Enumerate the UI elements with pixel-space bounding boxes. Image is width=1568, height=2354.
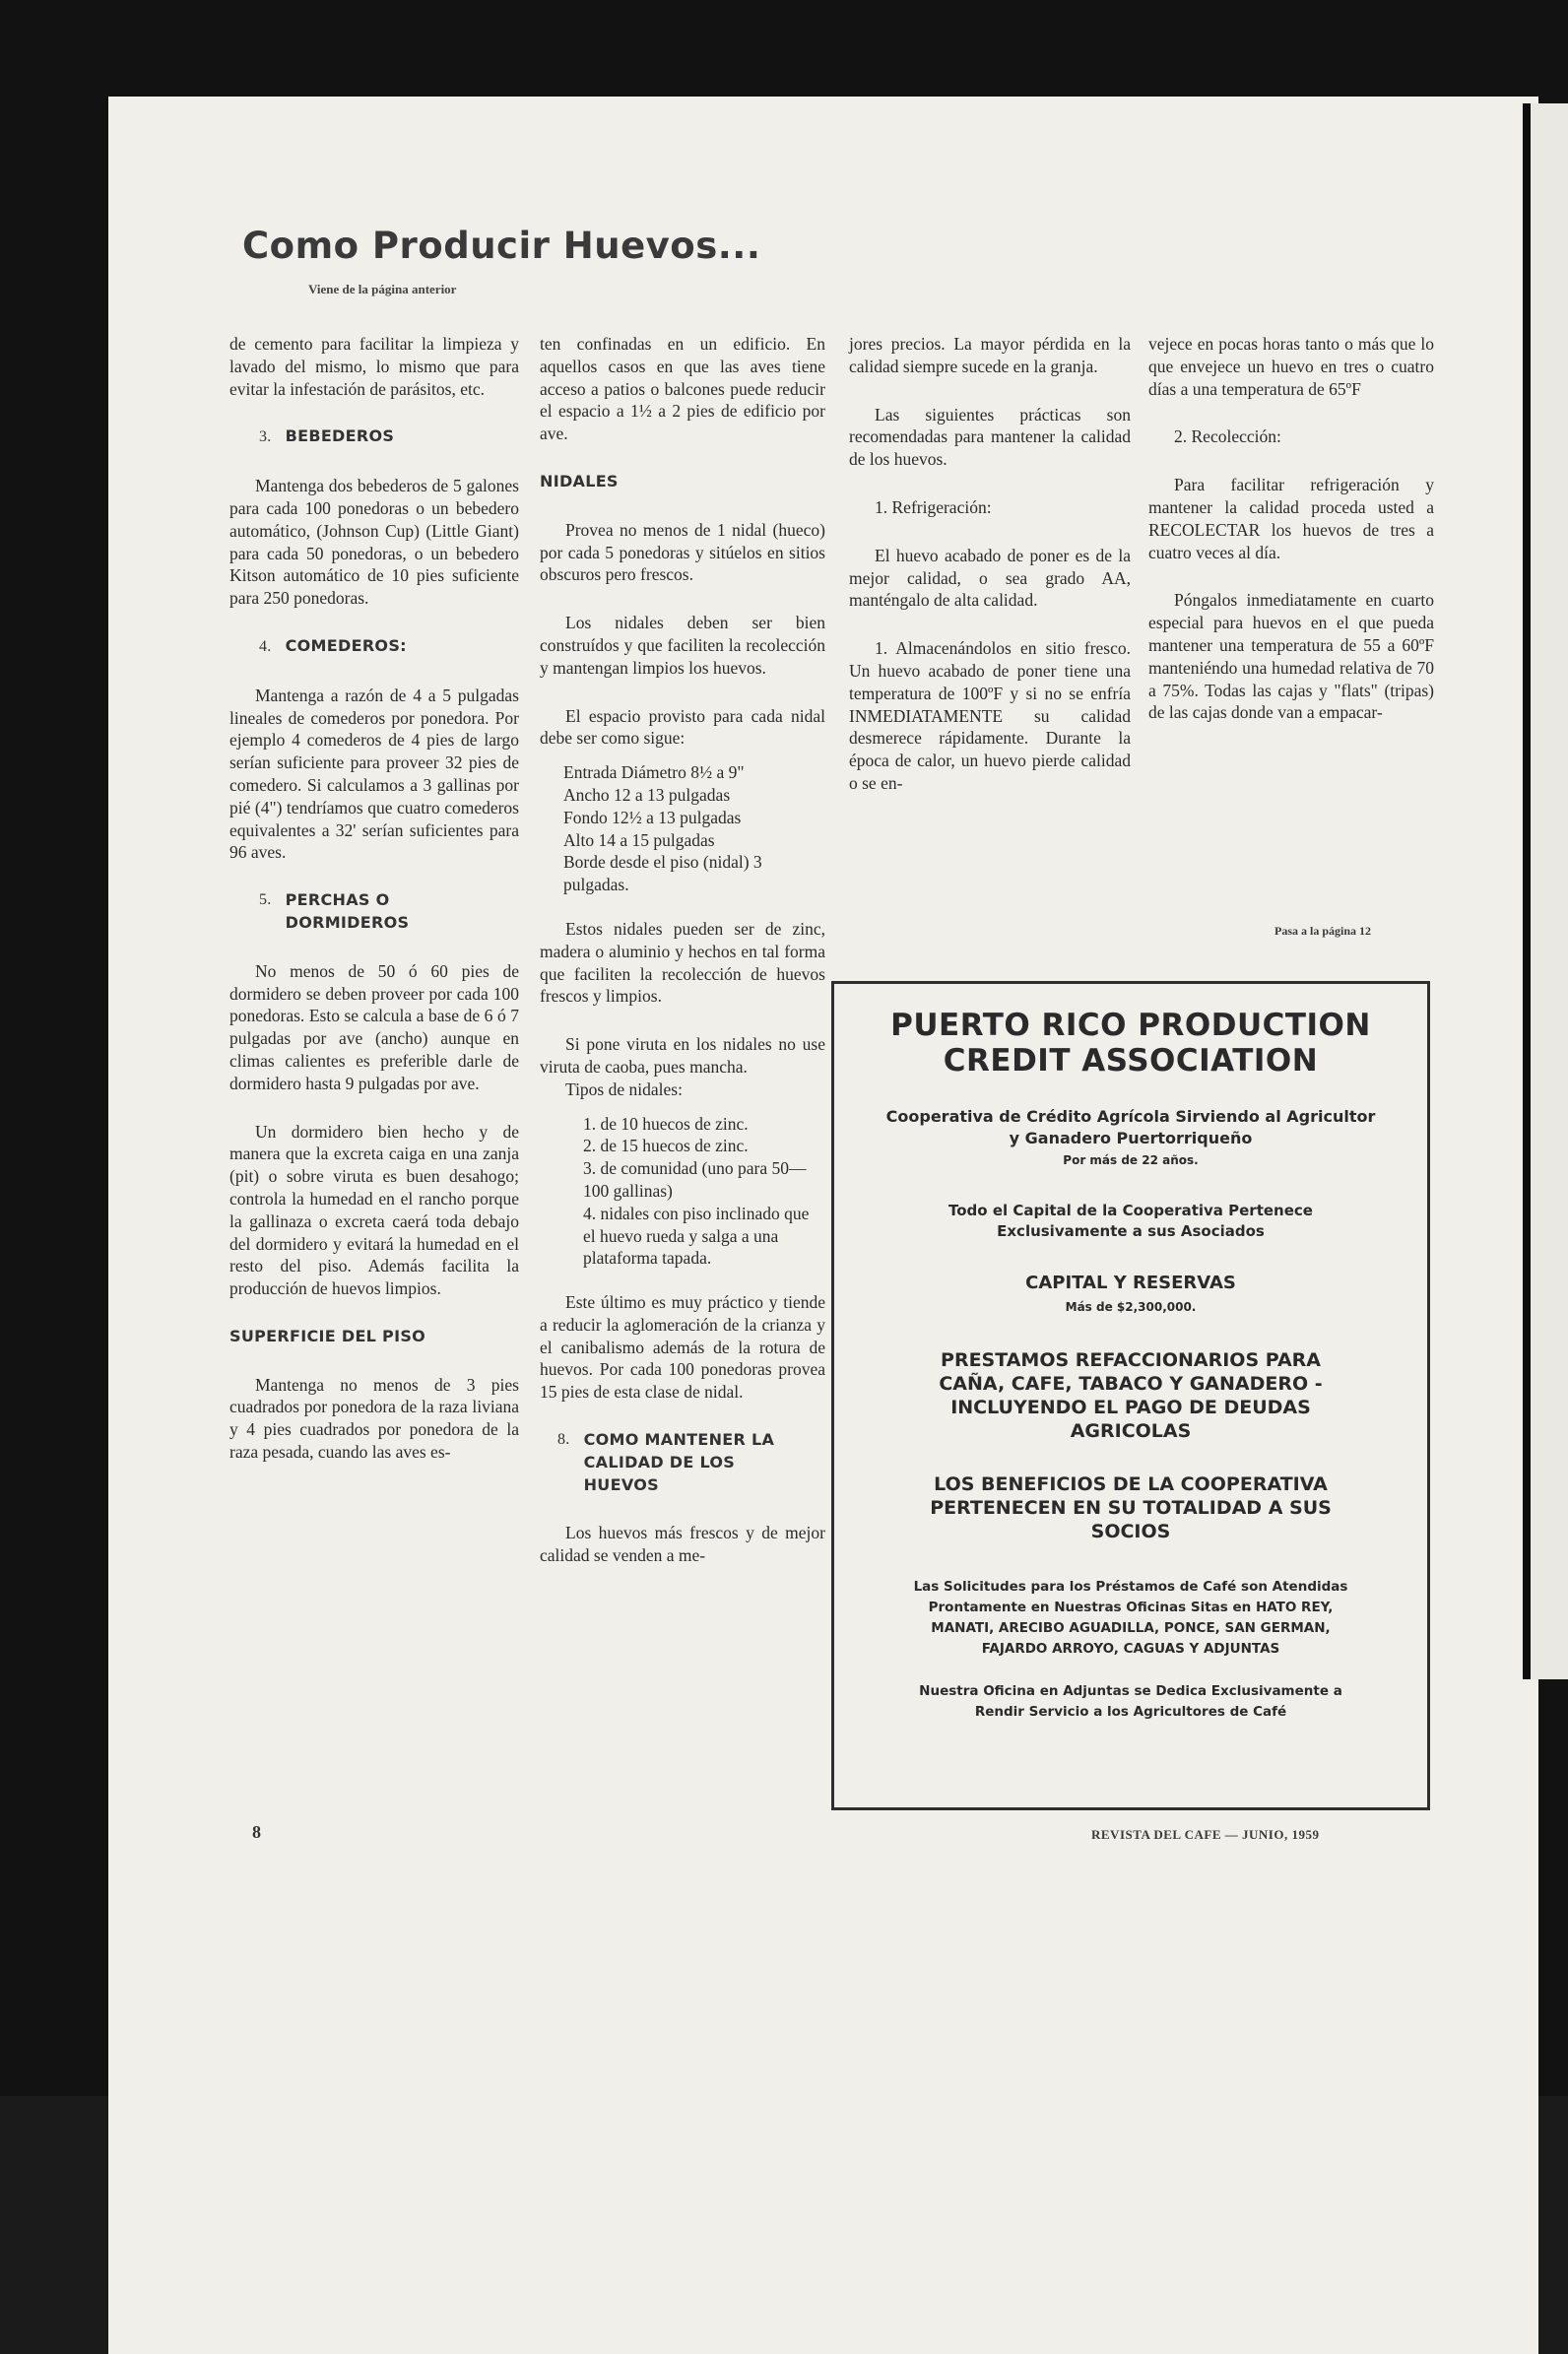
ad-oficinas: Las Solicitudes para los Préstamos de Café son Atendidas Prontamente en Nuestras Oficinas Sitas en HATO REY, MANATI, ARECIBO AGUADILLA, PONCE, SAN GERMAN, FAJARDO ARROYO, CAGUAS Y ADJUNTAS: [913, 1579, 1348, 1657]
section-heading-perchas: [229, 889, 519, 935]
ad-reservas-label: CAPITAL Y RESERVAS: [1025, 1273, 1236, 1293]
ad-prestamos: PRESTAMOS REFACCIONARIOS PARA CAÑA, CAFE, TABACO Y GANADERO - INCLUYENDO EL PAGO DE DEUDAS AGRICOLAS: [939, 1349, 1323, 1442]
ad-reservas-amount: Más de $2,300,000.: [1065, 1300, 1197, 1314]
ad-beneficios: LOS BENEFICIOS DE LA COOPERATIVA PERTENECEN EN SU TOTALIDAD A SUS SOCIOS: [930, 1473, 1332, 1542]
c3-paragraph: El huevo acabado de poner es de la mejor calidad, o sea grado AA, manténgalo de alta calidad.: [849, 545, 1131, 611]
ad-subtitle-text: Cooperativa de Crédito Agrícola Sirviendo al Agricultor y Ganadero Puertorriqueño: [885, 1107, 1376, 1147]
list-item: 3. de comunidad (uno para 50—100 gallinas): [583, 1158, 807, 1201]
c4-paragraph: Póngalos inmediatamente en cuarto especial para huevos en el que pueda mantener una temperatura de 55 a 60ºF manteniéndo una humedad relativa de 70 a 75%. Todas las cajas y "flats" (tripas) de las cajas donde van a empacar-: [1148, 590, 1434, 723]
c2-paragraph: Estos nidales pueden ser de zinc, madera o aluminio y hechos en tal forma que faciliten la recolección de huevos frescos y limpios.: [540, 918, 825, 1007]
ad-reservas-heading: [834, 1272, 1427, 1319]
ad-subtitle-years: Por más de 22 años.: [1063, 1153, 1199, 1167]
c2-paragraph: Los huevos más frescos y de mejor calidad se venden a me-: [540, 1523, 825, 1566]
magazine-footer: REVISTA DEL CAFE — JUNIO, 1959: [1091, 1827, 1320, 1842]
c1-paragraph: Mantenga no menos de 3 pies cuadrados por ponedora de la raza liviana y 4 pies cuadrados por ponedora de la raza pesada, cuando las aves es-: [229, 1374, 519, 1463]
section-number: 8.: [557, 1431, 570, 1449]
c3-paragraph: 1. Almacenándolos en sitio fresco. Un huevo acabado de poner tiene una temperatura de 100ºF y si no se enfría INMEDIATAMENTE su calidad desmerece rápidamente. Durante la época de calor, un huevo pierde calidad o se en-: [849, 638, 1131, 793]
section-number: 4.: [259, 637, 272, 655]
section-title: BEBEDEROS: [285, 426, 395, 446]
ad-capital-line: Todo el Capital de la Cooperativa Pertenece Exclusivamente a sus Asociados: [948, 1202, 1313, 1240]
c1-paragraph: No menos de 50 ó 60 pies de dormidero se deben proveer por cada 100 ponedoras. Esto se calcula a base de 6 ó 7 pulgadas por ave (ancho) aunque en climas calientes es preferible darle de dormidero hasta 9 pulgadas por ave.: [229, 960, 519, 1093]
c4-paragraph: vejece en pocas horas tanto o más que lo que envejece un huevo en tres o cuatro días a una temperatura de 65ºF: [1148, 334, 1434, 399]
c2-paragraph: Tipos de nidales:: [565, 1079, 683, 1099]
page-number: 8: [252, 1822, 261, 1842]
c2-paragraph: Provea no menos de 1 nidal (hueco) por cada 5 ponedoras y sitúelos en sitios obscuros pero frescos.: [540, 519, 825, 585]
c1-paragraph: Mantenga dos bebederos de 5 galones para cada 100 ponedoras o un bebedero automático, (Johnson Cup) (Little Giant) para cada 50 ponedoras, o un bebedero Kitson automático de 10 pies suficiente para 250 ponedoras.: [229, 476, 519, 609]
c2-paragraph: Si pone viruta en los nidales no use viruta de caoba, pues mancha.: [540, 1034, 825, 1077]
column-4: [1148, 333, 1434, 750]
c1-paragraph: Un dormidero bien hecho y de manera que la excreta caiga en una zanja (pit) o sobre viruta es buen desahogo; controla la humedad en el rancho porque la gallinaza o excreta caerá toda debajo del dormidero y evitará la humedad en el resto del piso. Además facilita la producción de huevos limpios.: [229, 1121, 519, 1299]
section-title: COMEDEROS:: [285, 635, 407, 655]
list-item: 4. nidales con piso inclinado que el huevo rueda y salga a una plataforma tapada.: [583, 1203, 810, 1269]
continued-note: Viene de la página anterior: [308, 282, 457, 296]
section-heading-nidales: NIDALES: [540, 471, 619, 490]
ad-adjuntas: Nuestra Oficina en Adjuntas se Dedica Exclusivamente a Rendir Servicio a los Agricultores de Café: [919, 1683, 1342, 1720]
c3-subheading: 1. Refrigeración:: [875, 496, 992, 517]
list-item: Alto 14 a 15 pulgadas: [563, 829, 715, 850]
list-item: Fondo 12½ a 13 pulgadas: [563, 807, 742, 827]
c4-subheading: 2. Recolección:: [1174, 426, 1281, 447]
c1-paragraph: de cemento para facilitar la limpieza y lavado del mismo, lo mismo que para evitar la infestación de parásitos, etc.: [229, 334, 519, 399]
column-1: [229, 333, 519, 1489]
section-number: 5.: [259, 891, 272, 909]
c2-paragraph: ten confinadas en un edificio. En aquellos casos en que las aves tiene acceso a patios o balcones puede reducir el espacio a 1½ a 2 pies de edificio por ave.: [540, 334, 825, 444]
ad-subtitle: [834, 1106, 1427, 1171]
column-2: [540, 333, 825, 1593]
facing-page-edge: [1523, 103, 1568, 1679]
nidal-dimensions-list: [540, 761, 825, 896]
section-heading-comederos: [229, 635, 519, 659]
column-3: [849, 333, 1131, 820]
list-item: 1. de 10 huecos de zinc.: [583, 1113, 749, 1134]
c1-paragraph: Mantenga a razón de 4 a 5 pulgadas lineales de comederos por ponedora. Por ejemplo 4 comederos de 4 pies de largo serían suficiente para proveer 32 pies de comedero. Si calculamos a 3 gallinas por pié (4") tendríamos que cuatro comederos equivalentes a 32' serían suficientes para 96 aves.: [229, 685, 519, 863]
list-item: Borde desde el piso (nidal) 3 pulgadas.: [563, 852, 762, 895]
list-item: Entrada Diámetro 8½ a 9": [563, 762, 745, 783]
c3-paragraph: jores precios. La mayor pérdida en la calidad siempre sucede en la granja.: [849, 334, 1131, 376]
continued-on-note: Pasa a la página 12: [1274, 924, 1372, 938]
section-heading-calidad: [540, 1429, 825, 1496]
section-heading-superficie: SUPERFICIE DEL PISO: [229, 1326, 426, 1345]
list-item: Ancho 12 a 13 pulgadas: [563, 784, 731, 805]
c4-paragraph: Para facilitar refrigeración y mantener la calidad proceda usted a RECOLECTAR los huevos de tres a cuatro veces al día.: [1148, 475, 1434, 562]
section-heading-bebederos: [229, 425, 519, 449]
c2-paragraph: El espacio provisto para cada nidal debe ser como sigue:: [540, 705, 825, 749]
article-title: Como Producir Huevos...: [242, 225, 761, 267]
section-title: PERCHAS O DORMIDEROS: [285, 890, 410, 932]
section-title: COMO MANTENER LA CALIDAD DE LOS HUEVOS: [583, 1430, 775, 1494]
list-item: 2. de 15 huecos de zinc.: [583, 1136, 749, 1156]
nidal-types-list: [540, 1113, 825, 1271]
c2-paragraph: Este último es muy práctico y tiende a reducir la aglomeración de la crianza y el canibalismo además de la rotura de huevos. Por cada 100 ponedoras provea 15 pies de esta clase de nidal.: [540, 1292, 825, 1403]
section-number: 3.: [259, 428, 272, 446]
c2-paragraph: Los nidales deben ser bien construídos y que faciliten la recolección y mantengan limpios los huevos.: [540, 613, 825, 678]
c3-paragraph: Las siguientes prácticas son recomendadas para mantener la calidad de los huevos.: [849, 404, 1131, 470]
advertisement-box: [831, 981, 1430, 1810]
ad-title: PUERTO RICO PRODUCTION CREDIT ASSOCIATION: [890, 1008, 1371, 1079]
